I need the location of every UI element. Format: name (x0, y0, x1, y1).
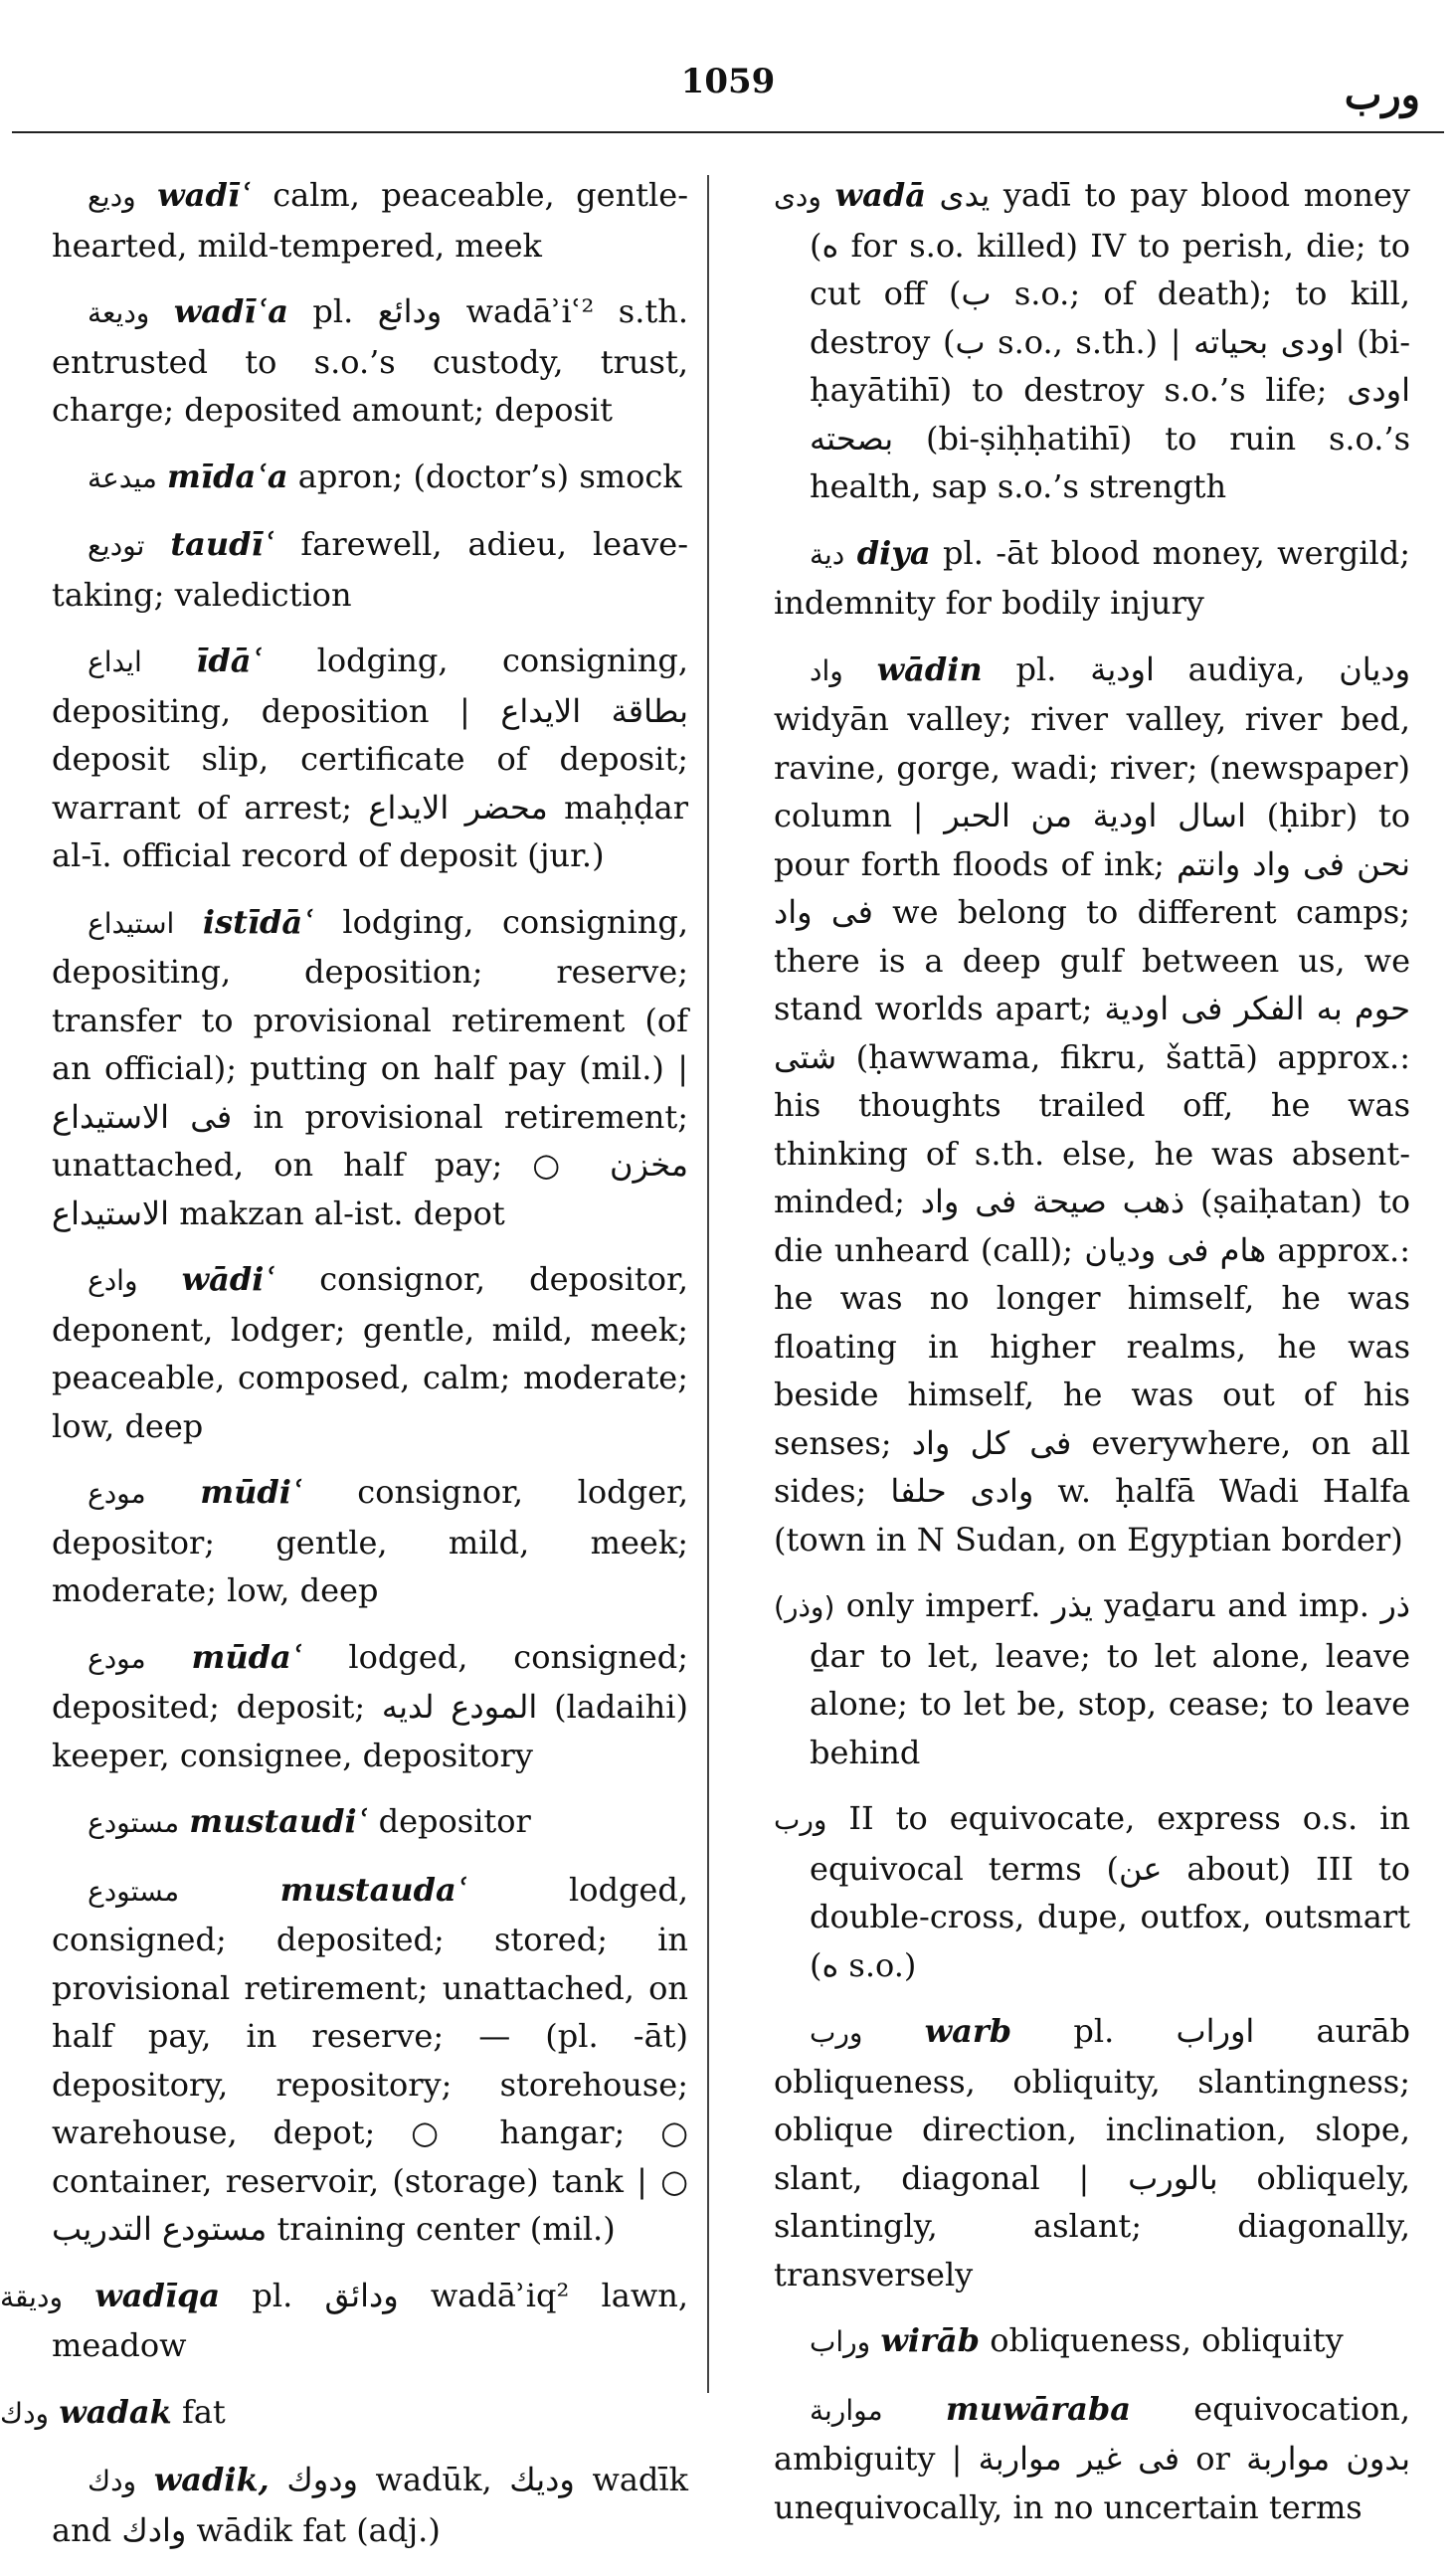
definition: fat (181, 2392, 226, 2431)
transliteration: muwāraba (945, 2389, 1131, 2428)
transliteration: mūdiʿ (200, 1473, 303, 1511)
dictionary-entry (52, 1633, 688, 1780)
definition: farewell, adieu, leave-taking; valediction (52, 525, 689, 614)
arabic-headword: وديعة (88, 296, 150, 329)
arabic-headword: دية (810, 537, 845, 571)
left-column (0, 171, 689, 2572)
dictionary-entry (0, 2388, 688, 2439)
arabic-headword: وديقة (0, 2280, 63, 2313)
dictionary-entry (52, 1255, 688, 1450)
definition: lodging, consigning, depositing, deposition; reserve; transfer to provisional retirement (of an official); putting on half pay (mil.) | فى الاستيداع in provisional retirement; unattached, on half pay; ○ مخزن الاستيداع makzan al-ist. depot (52, 902, 689, 1232)
arabic-headword: ورب (810, 2016, 863, 2049)
transliteration: mustaudiʿ (189, 1802, 369, 1840)
arabic-headword: (وذر) (774, 1590, 835, 1623)
dictionary-entry (52, 2456, 688, 2554)
definition: pl. ودائق wadāʾiq² lawn, meadow (52, 2276, 689, 2364)
transliteration: istīdāʿ (202, 902, 314, 941)
transliteration: wādin (876, 649, 983, 688)
arabic-headword: مودع (88, 1477, 146, 1510)
transliteration: mustaudaʿ (279, 1870, 468, 1909)
definition: pl. اوراب aurāb obliqueness, obliquity, slantingness; oblique direction, inclination, slope, slant, diagonal | بالورب obliquely, slantingly, aslant; diagonally, transversely (774, 2012, 1411, 2294)
arabic-headword: مواربة (810, 2393, 883, 2427)
dictionary-entry (52, 520, 688, 619)
transliteration: wadīʿa (173, 292, 288, 330)
dictionary-entry (52, 171, 688, 270)
transliteration: mūdaʿ (191, 1637, 303, 1676)
transliteration: īdāʿ (196, 642, 264, 679)
dictionary-entry (774, 645, 1410, 1564)
definition: lodging, consigning, depositing, deposition | بطاقة الايداع deposit slip, certificate of deposit; warrant of arrest; محضر الايداع maḥḍar al-ī. official record of deposit (jur.) (52, 642, 689, 874)
dictionary-entry (774, 2007, 1410, 2298)
arabic-headword: توديع (88, 529, 145, 562)
arabic-headword: ايداع (88, 645, 142, 678)
arabic-headword: وديع (88, 180, 136, 213)
arabic-headword: وراب (810, 2325, 871, 2358)
transliteration: mīdaʿa (167, 457, 288, 495)
definition: pl. ودائع wadāʾiʿ² s.th. entrusted to s.o.’s custody, trust, charge; deposited amount; deposit (52, 292, 689, 429)
transliteration: wādiʿ (181, 1260, 276, 1298)
transliteration: diya (856, 533, 931, 572)
dictionary-entry (52, 898, 688, 1238)
transliteration: wadīʿ (157, 176, 252, 214)
arabic-headword: ودك (0, 2396, 50, 2430)
definition: apron; (doctor’s) smock (297, 457, 682, 495)
definition: obliqueness, obliquity (990, 2321, 1344, 2359)
right-column (774, 171, 1410, 2549)
definition: II to equivocate, express o.s. in equivocal terms (عن about) III to double-cross, dupe, outfox, outsmart (ه s.o.) (810, 1799, 1411, 1984)
dictionary-entry (52, 1866, 688, 2254)
dictionary-entry (0, 2272, 688, 2370)
dictionary-entry (774, 171, 1410, 511)
dictionary-entry (774, 1581, 1410, 1776)
dictionary-entry (774, 2385, 1410, 2532)
transliteration: wadak (59, 2392, 172, 2431)
arabic-headword: مودع (88, 1641, 146, 1675)
definition: pl. -āt blood money, wergild; indemnity for bodily injury (774, 533, 1411, 622)
dictionary-entry (774, 529, 1410, 628)
definition: ودوك wadūk, وديك wadīk and وادك wādik fat (adj.) (52, 2461, 689, 2549)
arabic-headword: ودك (88, 2465, 137, 2497)
definition: يدى yadī to pay blood money (ه for s.o. killed) IV to perish, die; to cut off (ب s.o.; of death); to kill, destroy (ب s.o., s.th.) | اودى بحياته (bi-ḥayātihī) to destroy s.o.’s life; اودى بصحته (bi-ṣiḥḥatihī) to ruin s.o.’s health, sap s.o.’s strength (810, 176, 1411, 505)
transliteration: wadik, (153, 2461, 270, 2498)
transliteration: wadīqa (94, 2276, 221, 2314)
page-number: 1059 (680, 62, 776, 101)
transliteration: wadā (834, 176, 926, 214)
dictionary-entry (52, 637, 688, 880)
transliteration: warb (924, 2012, 1012, 2050)
dictionary-entry (52, 453, 688, 503)
transliteration: taudīʿ (170, 525, 275, 563)
dictionary-entry (774, 1794, 1410, 1989)
arabic-headword: وادع (88, 1264, 138, 1297)
arabic-headword: ورب (774, 1803, 827, 1836)
arabic-headword: مستودع (88, 1874, 180, 1908)
definition: depositor (378, 1802, 531, 1840)
arabic-headword: استيداع (88, 906, 175, 940)
running-head: ورب (1344, 72, 1420, 118)
dictionary-entry (774, 2316, 1410, 2367)
definition: consignor, lodger, depositor; gentle, mild, meek; moderate; low, deep (52, 1473, 689, 1609)
arabic-headword: ميدعة (88, 460, 157, 494)
transliteration: wirāb (880, 2321, 981, 2359)
definition: lodged, consigned; deposited; stored; in provisional retirement; unattached, on half pay, in reserve; — (pl. -āt) depository, repository; storehouse; warehouse, depot; ○ hangar; ○ container, reservoir, (storage) tank | ○ مستودع التدريب training center (mil.) (52, 1870, 689, 2248)
definition: consignor, depositor, deponent, lodger; gentle, mild, meek; peaceable, composed, calm; moderate; low, deep (52, 1260, 689, 1445)
definition: lodged, consigned; deposited; deposit; المودع لديه (ladaihi) keeper, consignee, depository (52, 1637, 689, 1774)
arabic-headword: مستودع (88, 1806, 180, 1839)
definition: only imperf. يذر yaḏaru and imp. ذر ḏar to let, leave; to let alone, leave alone; to let be, stop, cease; to leave behind (810, 1586, 1411, 1771)
arabic-headword: واد (810, 653, 843, 687)
definition: equivocation, ambiguity | فى غير مواربة or بدون مواربة unequivocally, in no uncertain terms (774, 2389, 1410, 2526)
definition: pl. اودية audiya, وديان widyān valley; river valley, river bed, ravine, gorge, wadi; river; (newspaper) column | اسال اودية من الحبر (ḥibr) to pour forth floods of ink; نحن فى واد وانتم فى واد we belong to different camps; there is a deep gulf between us, we stand worlds apart; حوم به الفكر فى اودية شتى (ḥawwama, fikru, šattā) approx.: his thoughts trailed off, he was thinking of s.th. else, he was absent-minded; ذهب صيحة فى واد (ṣaiḥatan) to die unheard (call); هام فى وديان approx.: he was no longer himself, he was floating in higher realms, he was beside himself, he was out of his senses; فى كل واد everywhere, on all sides; وادى حلفا w. ḥalfā Wadi Halfa (town in N Sudan, on Egyptian border) (774, 649, 1411, 1559)
header-rule (12, 131, 1444, 133)
definition: calm, peaceable, gentle-hearted, mild-tempered, meek (52, 176, 689, 265)
column-divider (707, 175, 709, 2393)
arabic-headword: ودى (774, 180, 821, 213)
dictionary-entry (52, 1797, 688, 1848)
dictionary-entry (52, 1468, 688, 1615)
dictionary-entry (52, 287, 688, 435)
